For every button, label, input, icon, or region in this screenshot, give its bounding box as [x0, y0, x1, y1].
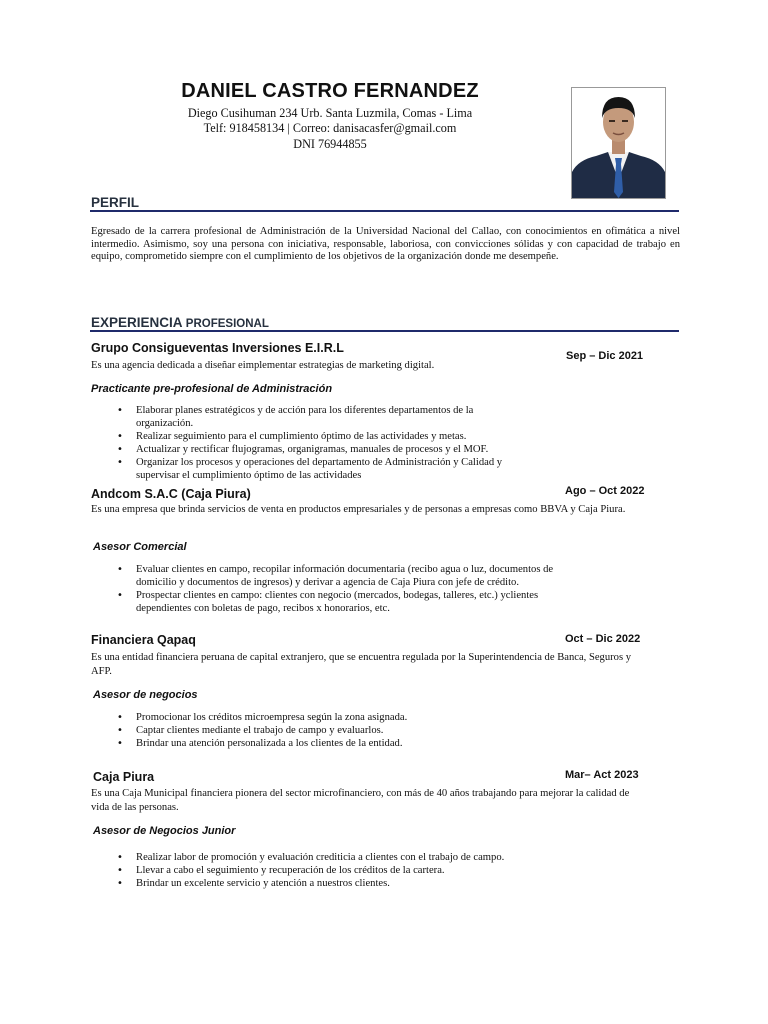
list-item: • Organizar los procesos y operaciones del departamento de Administración y Calidad y supervisar el cumplimiento óptimo de las actividades	[111, 456, 521, 482]
job-bullets	[111, 563, 556, 615]
job-description: Es una Caja Municipal financiera pionera del sector microfinanciero, con más de 40 años trabajando para mejorar la calidad de vida de las personas.	[91, 788, 630, 813]
job-role: Asesor Comercial	[93, 541, 187, 553]
contact-line: Telf: 918458134 | Correo: danisacasfer@gmail.com	[203, 121, 457, 135]
experiencia-heading-main: EXPERIENCIA	[91, 315, 186, 330]
experiencia-divider	[90, 330, 679, 332]
person-portrait-icon	[572, 88, 665, 198]
list-item: • Evaluar clientes en campo, recopilar información documentaria (recibo agua o luz, documentos de domicilio y documentos de ingresos) y derivar a agencia de Caja Piura con jefe de crédito.	[111, 563, 556, 589]
job-date: Sep – Dic 2021	[566, 350, 644, 362]
address-line: Diego Cusihuman 234 Urb. Santa Luzmila, Comas - Lima	[187, 106, 473, 120]
job-role: Asesor de Negocios Junior	[93, 825, 236, 837]
list-item: • Promocionar los créditos microempresa según la zona asignada.	[111, 711, 591, 724]
list-item: • Realizar labor de promoción y evaluación crediticia a clientes con el trabajo de campo.	[111, 851, 591, 864]
job-date: Mar– Act 2023	[565, 769, 639, 781]
job-company: Financiera Qapaq	[91, 633, 196, 647]
job-bullets	[111, 404, 521, 482]
job-company: Caja Piura	[93, 770, 155, 784]
candidate-name: DANIEL CASTRO FERNANDEZ	[181, 80, 479, 102]
list-item: • Elaborar planes estratégicos y de acción para los diferentes departamentos de la organización.	[111, 404, 521, 430]
job-company: Andcom S.A.C (Caja Piura)	[91, 487, 251, 501]
list-item: • Brindar una atención personalizada a los clientes de la entidad.	[111, 737, 591, 750]
dni-line: DNI 76944855	[293, 137, 367, 151]
list-item: • Actualizar y rectificar flujogramas, organigramas, manuales de procesos y el MOF.	[111, 443, 521, 456]
job-bullets	[111, 851, 591, 890]
list-item: • Brindar un excelente servicio y atención a nuestros clientes.	[111, 877, 591, 890]
job-description: Es una agencia dedicada a diseñar eimplementar estrategias de marketing digital.	[91, 360, 435, 371]
experiencia-heading-sub: PROFESIONAL	[185, 318, 269, 330]
job-description: Es una entidad financiera peruana de capital extranjero, que se encuentra regulada por la Superintendencia de Banca, Seguros y AFP.	[91, 652, 632, 677]
list-item: • Llevar a cabo el seguimiento y recuperación de los créditos de la cartera.	[111, 864, 591, 877]
list-item: • Captar clientes mediante el trabajo de campo y evaluarlos.	[111, 724, 591, 737]
job-date: Ago – Oct 2022	[565, 485, 645, 497]
list-item: • Prospectar clientes en campo: clientes con negocio (mercados, bodegas, talleres, etc.) yclientes dependientes con boletas de pago, recibos x honorarios, etc.	[111, 589, 556, 615]
job-description: Es una empresa que brinda servicios de venta en productos empresariales y de personas a empresas como BBVA y Caja Piura.	[91, 504, 626, 515]
list-item: • Realizar seguimiento para el cumplimiento óptimo de las actividades y metas.	[111, 430, 521, 443]
job-date: Oct – Dic 2022	[565, 633, 641, 645]
perfil-heading: PERFIL	[91, 195, 140, 210]
job-bullets	[111, 711, 591, 750]
experiencia-heading	[91, 315, 269, 330]
profile-photo	[571, 87, 666, 199]
job-company: Grupo Consigueventas Inversiones E.I.R.L	[91, 341, 344, 355]
perfil-divider	[90, 210, 679, 212]
perfil-text: Egresado de la carrera profesional de Administración de la Universidad Nacional del Callao, con conocimientos en ofimática a nivel intermedio. Asimismo, soy una persona con iniciativa, responsable, laboriosa, con convicciones sólidas y con capacidad de trabajo en equipo, comprometido siempre con el cumplimiento de los objetivos de la organización donde me desempeñe.	[91, 226, 680, 263]
job-role: Asesor de negocios	[93, 689, 198, 701]
job-role: Practicante pre-profesional de Administración	[91, 383, 333, 395]
